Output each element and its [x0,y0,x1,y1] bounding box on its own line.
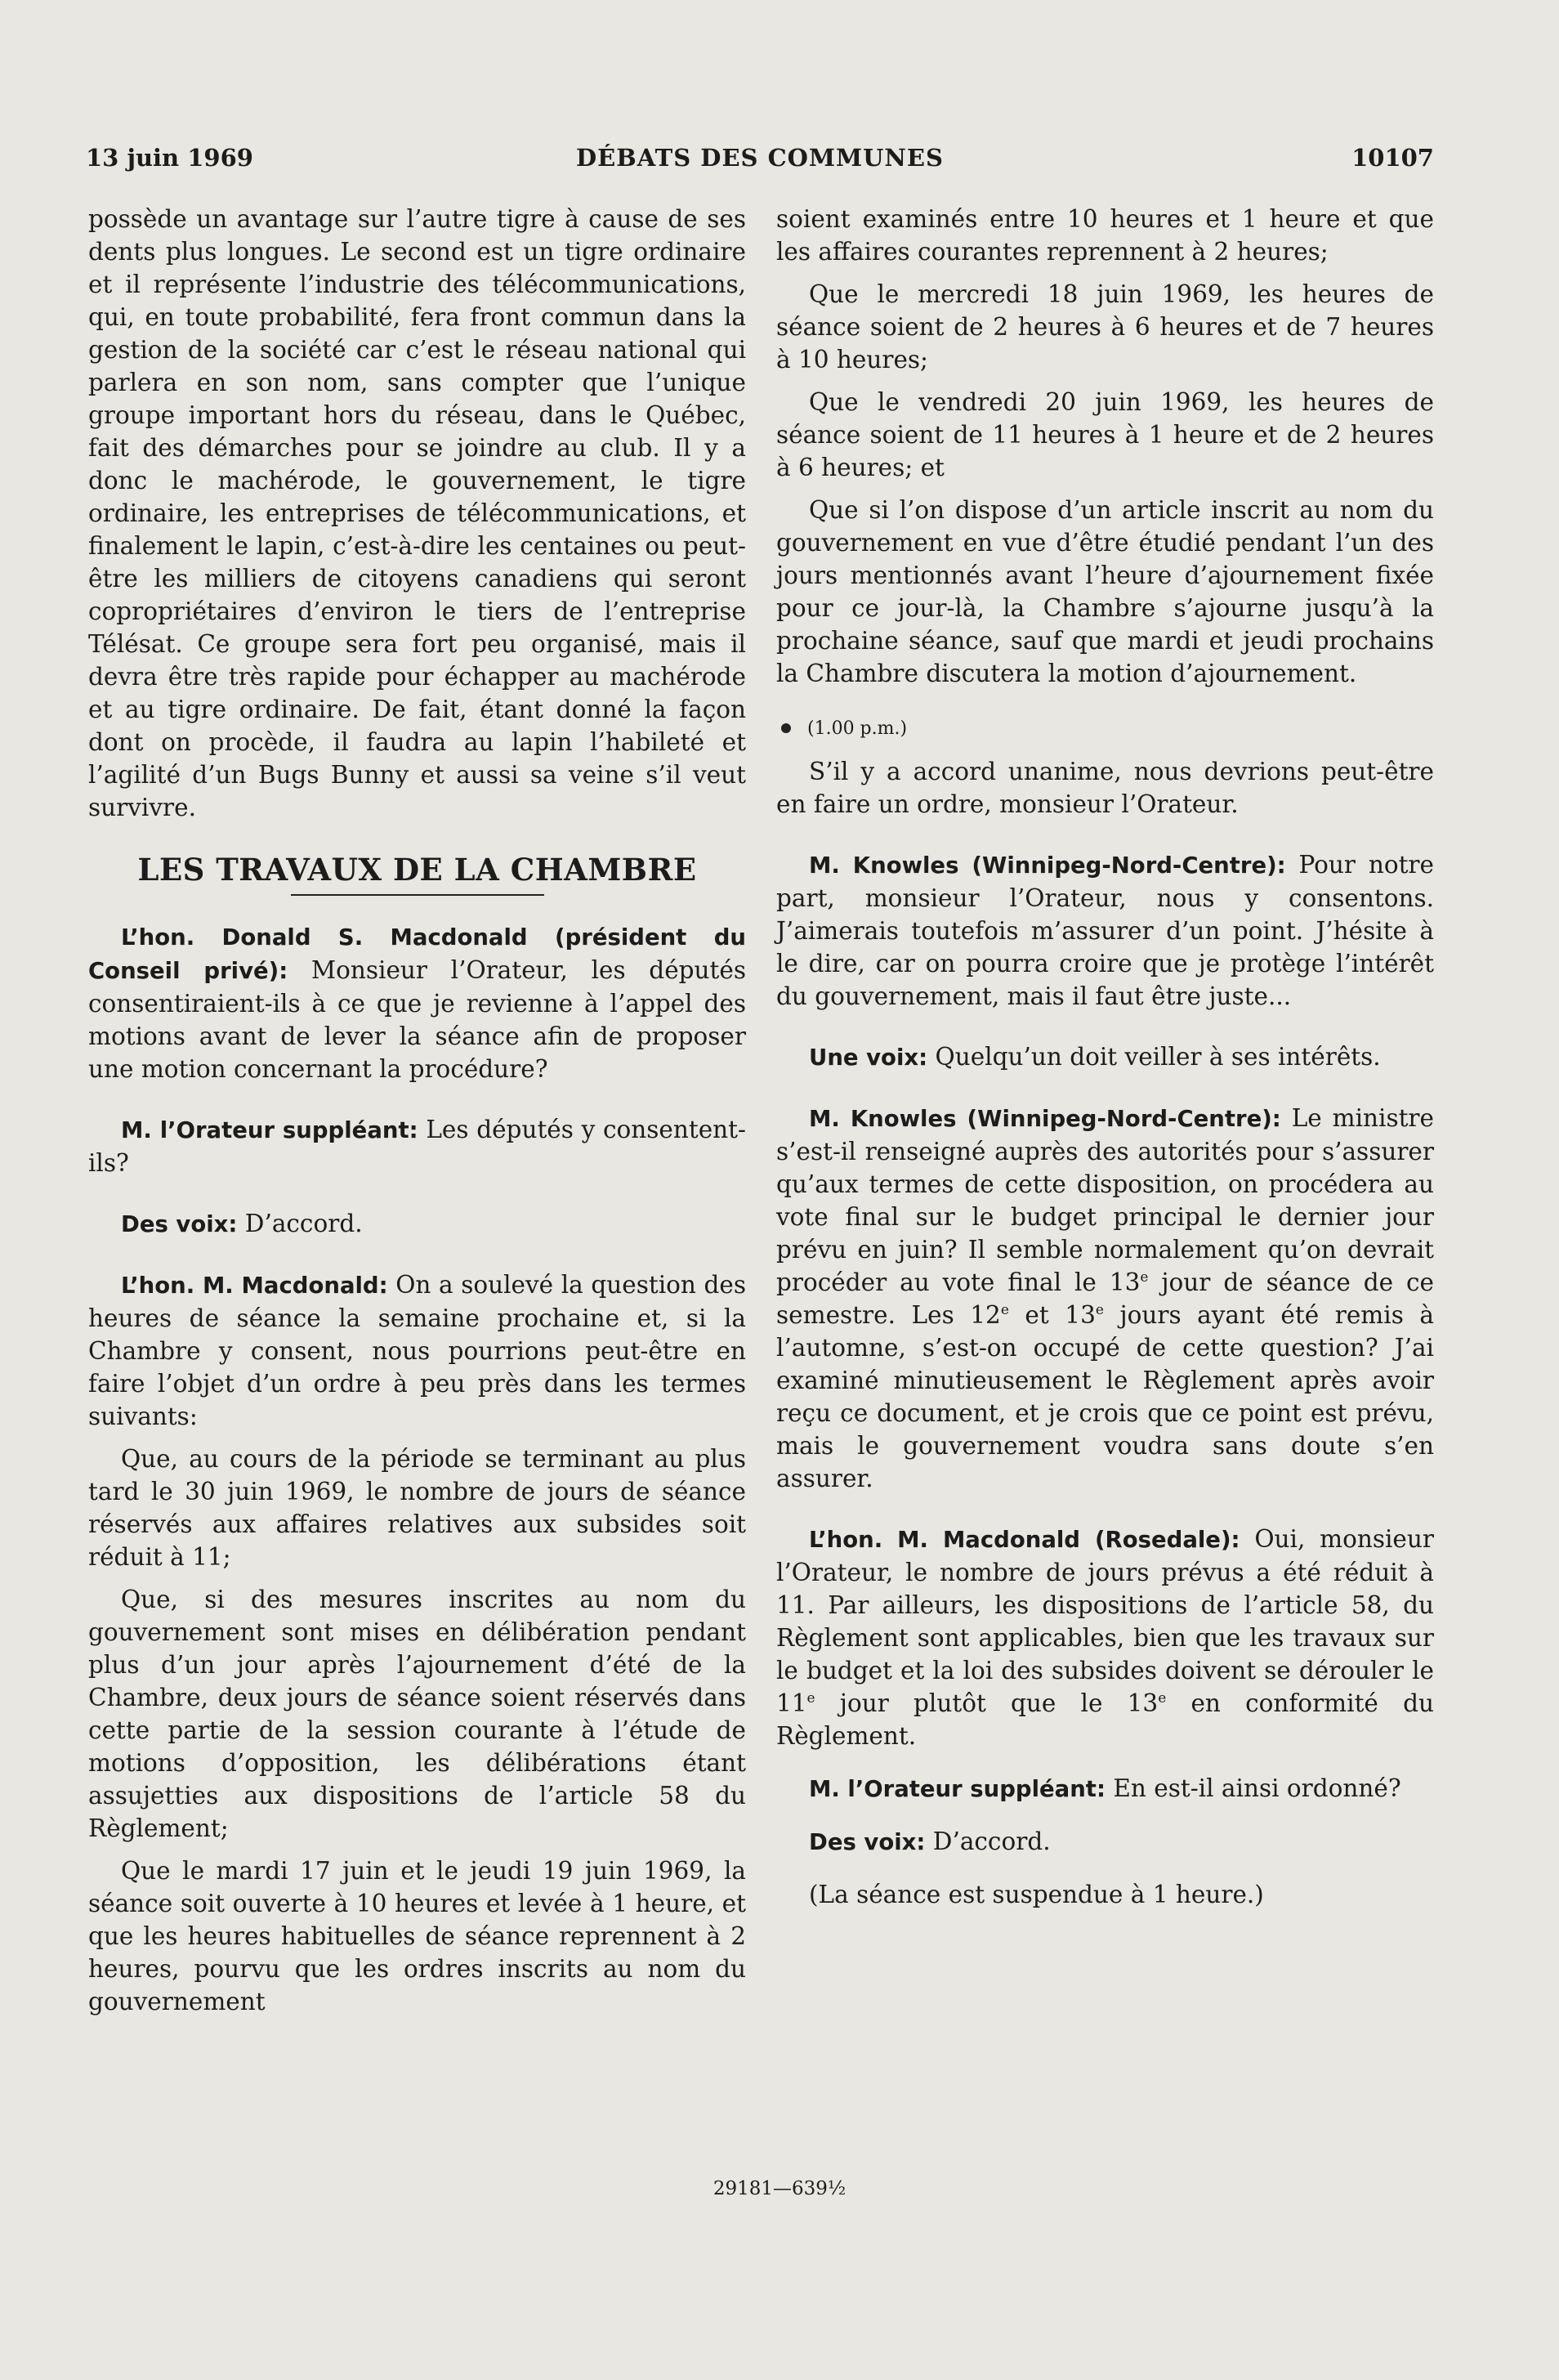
speaker-name: Des voix: [809,1829,926,1855]
speaker-name: M. Knowles (Winnipeg-Nord-Centre): [809,1106,1281,1132]
speech-text: Oui, monsieur l’Orateur, le nombre de jours prévus a été réduit à 11. Par ailleurs, les dispositions de l’article 58, du Règlement sont applicables, bien que les travaux sur le budget et la loi des subsides doivent se dérouler le 11 [776,1525,1434,1717]
speaker-name: Une voix: [809,1045,928,1071]
speech-text: D’accord. [244,1210,363,1237]
left-column [88,203,746,2018]
motion-paragraph: Que si l’on dispose d’un article inscrit au nom du gouvernement en vue d’être étudié pendant l’un des jours mentionnés avant l’heure d’ajournement fixée pour ce jour-là, la Chambre s’ajourne jusqu’à la prochaine séance, sauf que mardi et jeudi prochains la Chambre discutera la motion d’ajournement. [776,496,1434,687]
intro-paragraph: possède un avantage sur l’autre tigre à cause de ses dents plus longues. Le second est un tigre ordinaire et il représente l’industrie des télécommunications, qui, en toute probabilité, fera front commun dans la gestion de la société car c’est le réseau national qui parlera en son nom, sans compter que l’unique groupe important hors du réseau, dans le Québec, fait des démarches pour se joindre au club. Il y a donc le machérode, le gouvernement, le tigre ordinaire, les entreprises de télécommunications, et finalement le lapin, c’est-à-dire les centaines ou peut-être les milliers de citoyens canadiens qui seront copropriétaires d’environ le tiers de l’entreprise Télésat. Ce groupe sera fort peu organisé, mais il devra être très rapide pour échapper au machérode et au tigre ordinaire. De fait, étant donné la façon dont on procède, il faudra au lapin l’habileté et l’agilité d’un Bugs Bunny et aussi sa veine s’il veut survivre. [88,205,746,821]
speaker-name: M. l’Orateur suppléant: [809,1776,1106,1802]
header-date: 13 juin 1969 [86,144,253,172]
speech-text: Le ministre s’est-il renseigné auprès des autorités pour s’assurer qu’aux termes de cette disposition, on procédera au vote final sur le budget principal le dernier jour prévu en juin? Il semble normalement qu’on devrait procéder au vote final le 13 [776,1104,1434,1296]
time-marker-text: (1.00 p.m.) [807,718,908,739]
speech-text: Pour notre part, monsieur l’Orateur, nous y consentons. J’aimerais toutefois m’assurer d’un point. J’hésite à le dire, car on pourra croire que je protège l’intérêt du gouvernement, mais il faut être juste... [776,851,1434,1010]
ordinal-suffix: e [1095,1302,1104,1319]
motion-paragraph: Que le vendredi 20 juin 1969, les heures de séance soient de 11 heures à 1 heure et de 2 heures à 6 heures; et [776,388,1434,481]
speaker-name: L’hon. M. Macdonald (Rosedale): [809,1527,1240,1553]
speaker-name: M. Knowles (Winnipeg-Nord-Centre): [809,852,1286,879]
speech-macdonald-2 [88,1268,746,1433]
speech-macdonald-1 [88,920,746,1085]
speech-text: Les députés y consentent-ils? [88,1116,746,1177]
page-header [86,144,1434,181]
speech-text: jour plutôt que le 13 [815,1689,1159,1717]
speech-text: Quelqu’un doit veiller à ses intérêts. [935,1043,1381,1071]
time-marker [776,713,1434,745]
speech-macdonald-3 [776,1523,1434,1752]
speaker-name: M. l’Orateur suppléant: [121,1117,418,1143]
header-title: DÉBATS DES COMMUNES [576,144,944,172]
speech-text: et 13 [1008,1301,1096,1329]
speech-knowles-1 [776,848,1434,1013]
ordinal-suffix: e [806,1690,815,1707]
speech-text: Monsieur l’Orateur, les députés consentiraient-ils à ce que je revienne à l’appel des motions avant de lever la séance afin de proposer une motion concernant la procédure? [88,956,746,1083]
suspension-note: (La séance est suspendue à 1 heure.) [809,1881,1264,1908]
speech-voix-2 [776,1040,1434,1074]
speech-text: jours ayant été remis à l’automne, s’est-on occupé de cette question? J’ai examiné minutieusement le Règlement après avoir reçu ce document, et je crois que ce point est prévu, mais le gouvernement voudra sans doute s’en assurer. [776,1301,1435,1492]
right-column [776,203,1434,1911]
motion-continuation: soient examinés entre 10 heures et 1 heure et que les affaires courantes reprennent à 2 heures; [776,205,1434,266]
section-title: LES TRAVAUX DE LA CHAMBRE [137,852,697,888]
speaker-name: L’hon. Donald S. Macdonald (président du Conseil privé): [88,924,746,984]
ordinal-suffix: e [1000,1302,1009,1319]
speaker-name: L’hon. M. Macdonald: [121,1273,388,1299]
motion-paragraph: Que le mardi 17 juin et le jeudi 19 juin 1969, la séance soit ouverte à 10 heures et levée à 1 heure, et que les heures habituelles de séance reprennent à 2 heures, pourvu que les ordres inscrits au nom du gouvernement [88,1857,746,2015]
speech-orateur-2 [776,1772,1434,1805]
speech-text: jour de séance de ce semestre. Les 12 [776,1268,1434,1329]
speech-continuation: S’il y a accord unanime, nous devrions peut-être en faire un ordre, monsieur l’Orateur. [776,758,1434,818]
ordinal-suffix: e [1158,1690,1167,1707]
speech-voix-1 [88,1207,746,1241]
ordinal-suffix: e [1140,1269,1149,1286]
motion-paragraph: Que, si des mesures inscrites au nom du gouvernement sont mises en délibération pendant plus d’un jour après l’ajournement d’été de la Chambre, deux jours de séance soient réservés dans cette partie de la session courante à l’étude de motions d’opposition, les délibérations étant assujetties aux dispositions de l’article 58 du Règlement; [88,1586,746,1842]
section-divider [291,894,544,896]
speech-text: En est-il ainsi ordonné? [1113,1774,1401,1802]
speech-knowles-2 [776,1102,1434,1495]
motion-paragraph: Que, au cours de la période se terminant au plus tard le 30 juin 1969, le nombre de jours de séance réservés aux affaires relatives aux subsides soit réduit à 11; [88,1445,746,1571]
speech-voix-3 [776,1825,1434,1859]
speech-text: On a soulevé la question des heures de séance la semaine prochaine et, si la Chambre y consent, nous pourrions peut-être en faire l’objet d’un ordre à peu près dans les termes suivants: [88,1271,746,1430]
footer-code: 29181—639½ [712,2178,847,2199]
speech-text: D’accord. [932,1828,1051,1855]
speaker-name: Des voix: [121,1211,238,1237]
speech-orateur-1 [88,1113,746,1179]
page-number: 10107 [1351,144,1434,172]
motion-paragraph: Que le mercredi 18 juin 1969, les heures de séance soient de 2 heures à 6 heures et de 7 heures à 10 heures; [776,280,1434,374]
speech-text: en conformité du Règlement. [776,1689,1434,1750]
bullet-icon [781,723,791,733]
